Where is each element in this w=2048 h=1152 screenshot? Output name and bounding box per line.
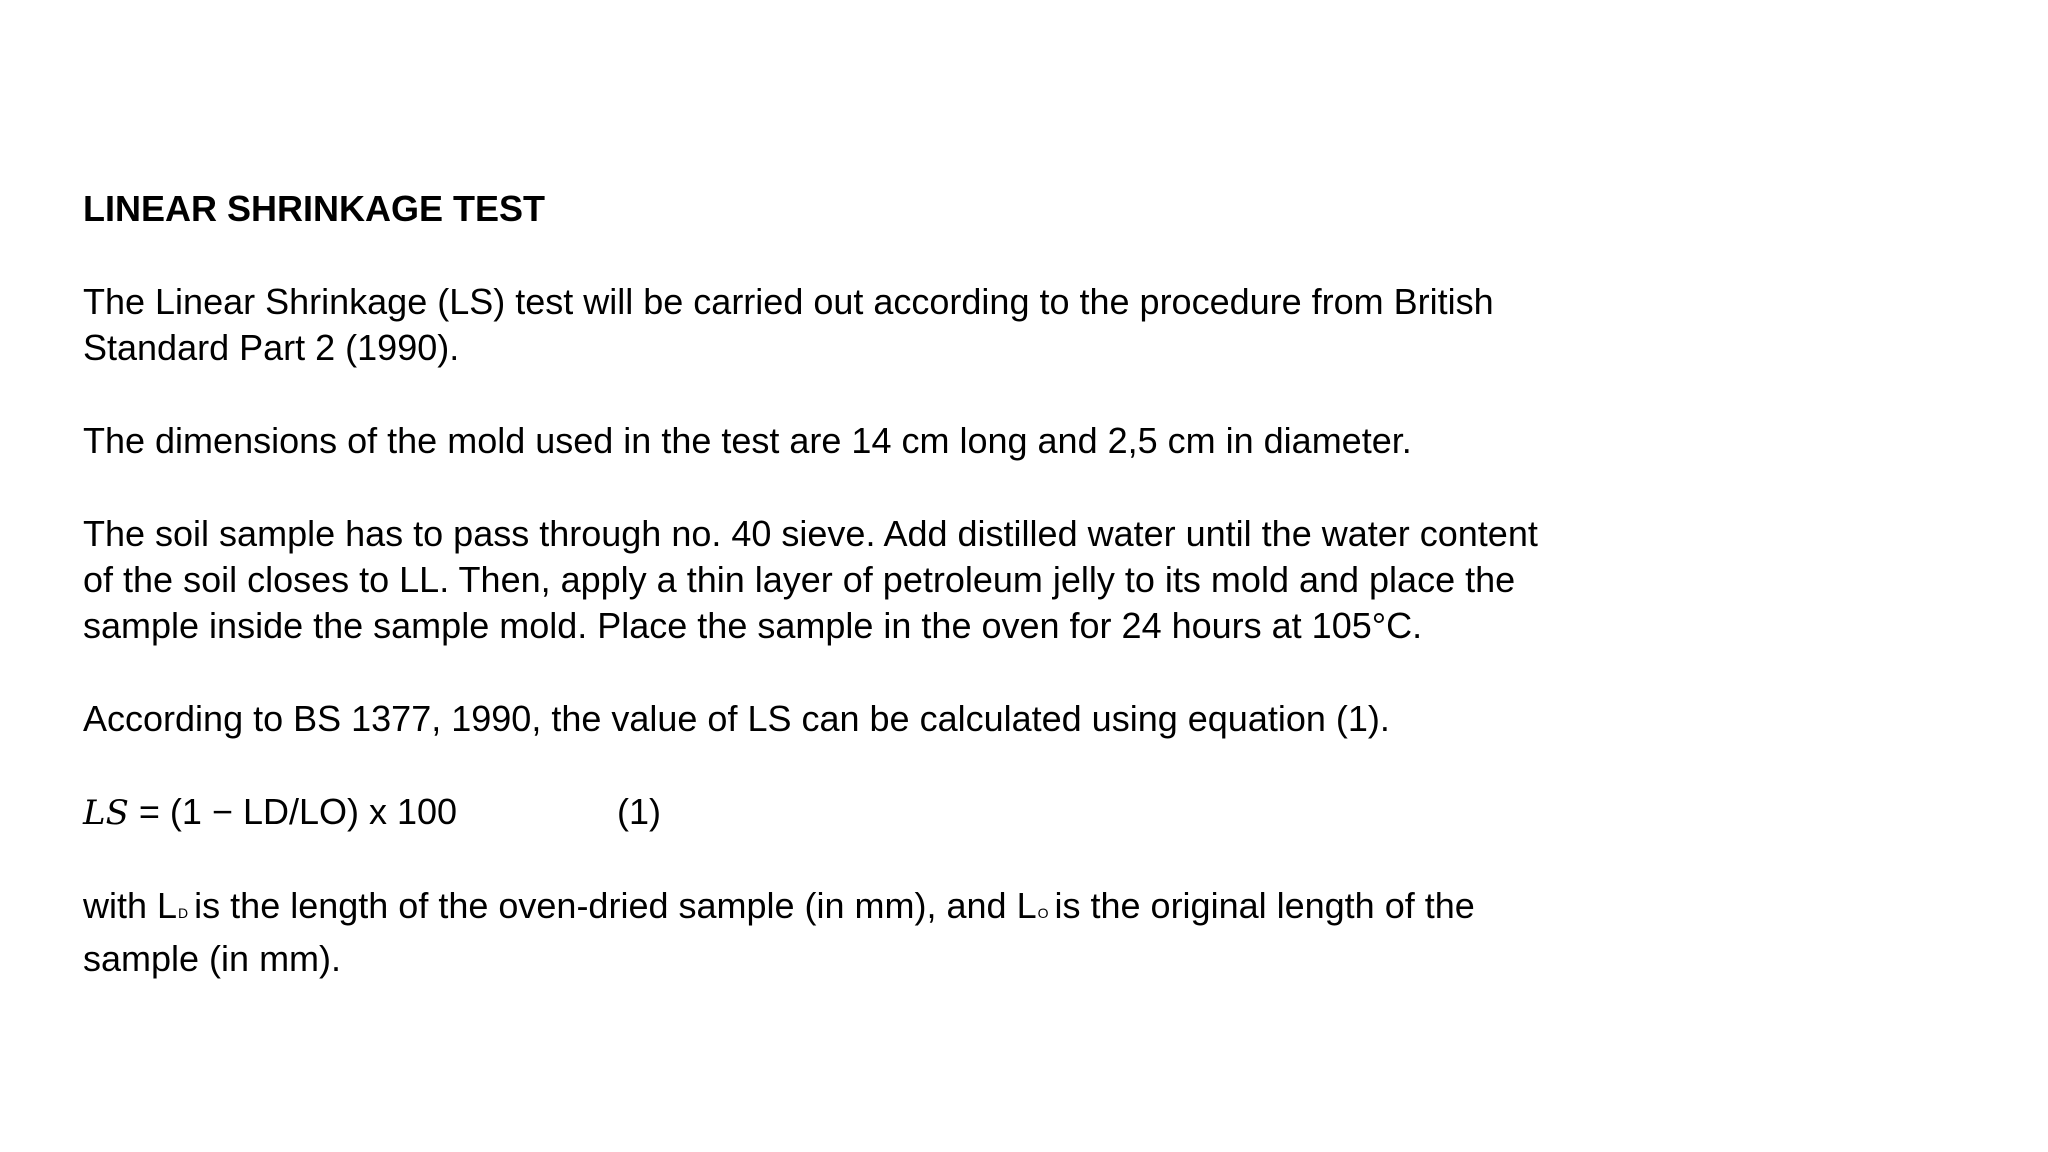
spacer — [83, 836, 1563, 883]
spacer — [83, 371, 1563, 418]
document-title: LINEAR SHRINKAGE TEST — [83, 188, 546, 229]
definition-subscript-d: D — [178, 905, 189, 921]
spacer — [83, 649, 1563, 696]
document-body — [83, 186, 1563, 982]
definition-text-3: is the original length of the sample (in mm). — [83, 885, 1475, 979]
equation-variable: LS — [83, 793, 129, 833]
definition-subscript-o: O — [1037, 905, 1049, 921]
paragraph-mold-dimensions: The dimensions of the mold used in the test are 14 cm long and 2,5 cm in diameter. — [83, 420, 1412, 461]
paragraph-definition — [83, 883, 1563, 982]
equation-expression: = (1 − LD/LO) x 100 — [128, 791, 458, 832]
equation-line — [83, 789, 1563, 836]
paragraph-calculation: According to BS 1377, 1990, the value of LS can be calculated using equation (1). — [83, 698, 1390, 739]
spacer — [83, 232, 1563, 279]
definition-text-2: is the length of the oven-dried sample (in mm), and L — [194, 885, 1037, 926]
equation-number: (1) — [617, 791, 662, 832]
paragraph-procedure: The soil sample has to pass through no. 40 sieve. Add distilled water until the water content of the soil closes to LL. Then, apply a thin layer of petroleum jelly to its mold and place the sample inside the sample mold. Place the sample in the oven for 24 hours at 105°C. — [83, 513, 1538, 646]
spacer — [83, 464, 1563, 511]
spacer — [83, 742, 1563, 789]
paragraph-intro: The Linear Shrinkage (LS) test will be carried out according to the procedure from British Standard Part 2 (1990). — [83, 281, 1494, 368]
definition-text-1: with L — [83, 885, 178, 926]
